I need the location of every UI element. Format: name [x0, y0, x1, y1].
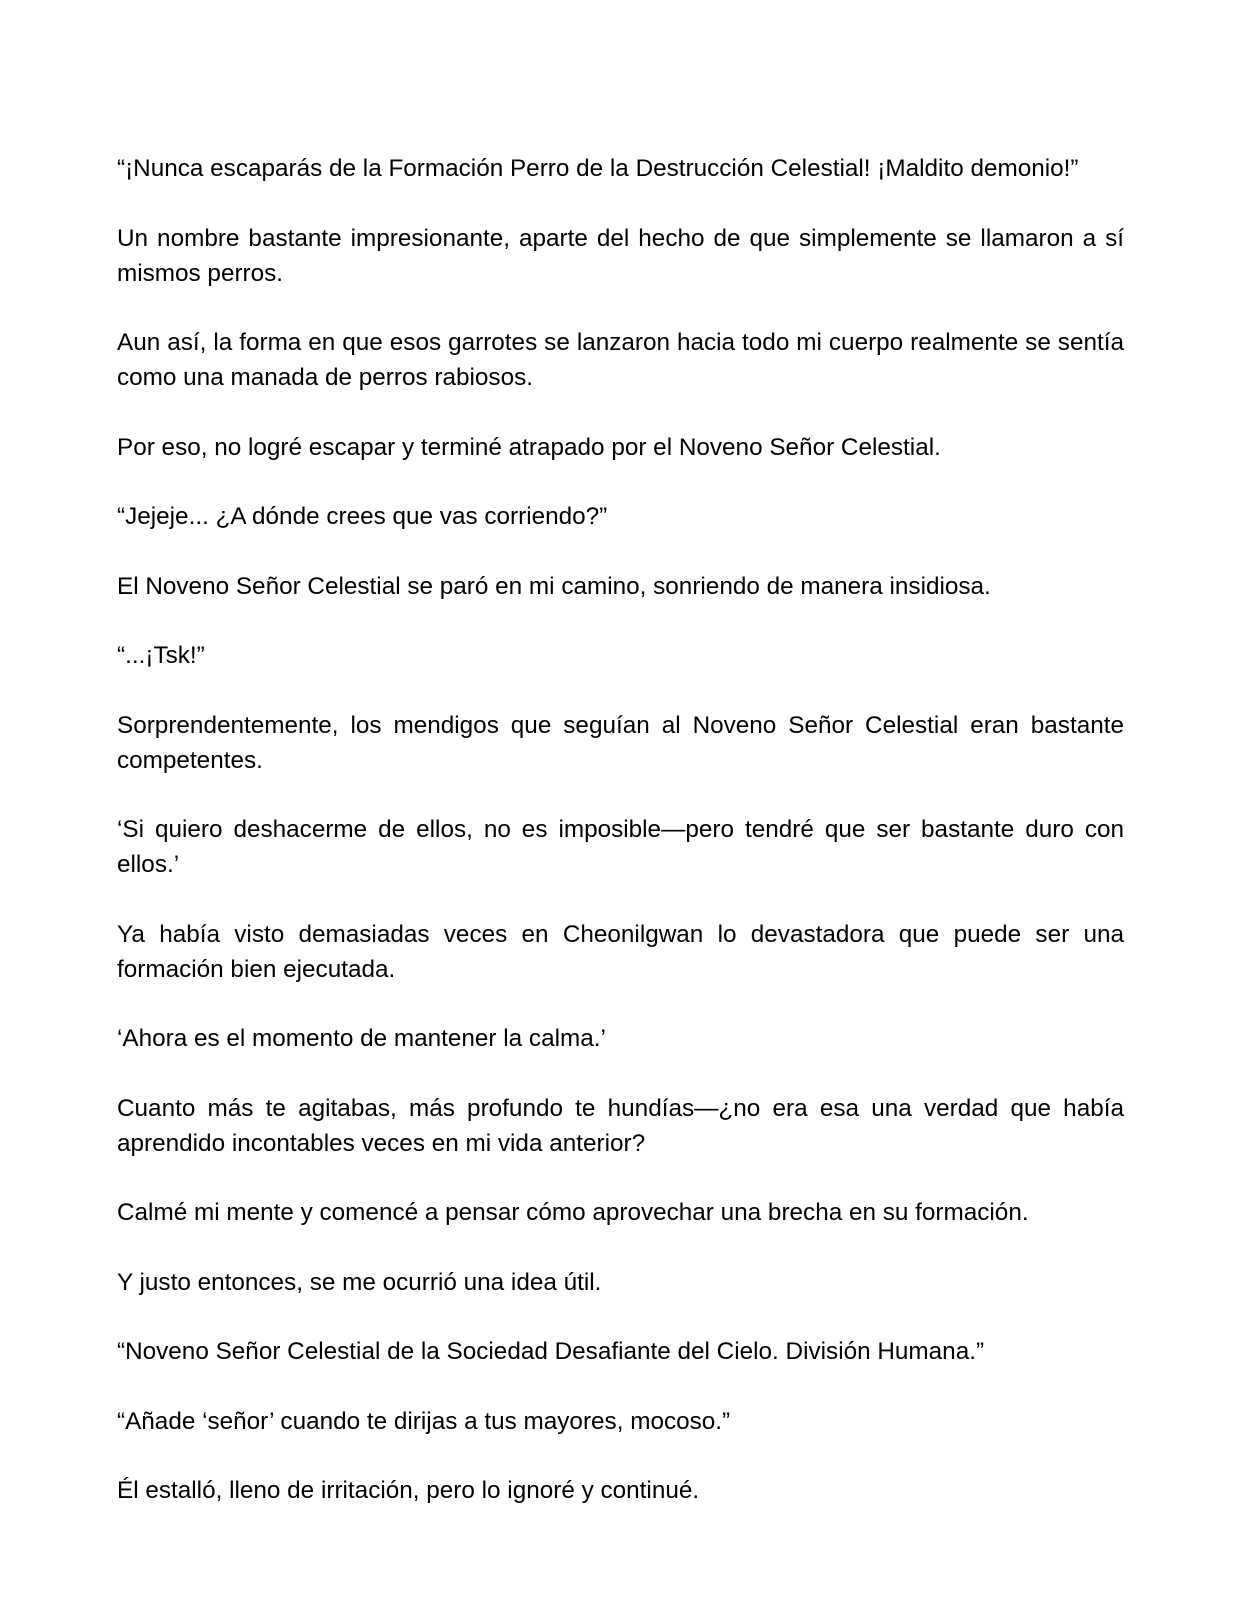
paragraph: “¡Nunca escaparás de la Formación Perro de la Destrucción Celestial! ¡Maldito demonio!” [117, 155, 1079, 182]
paragraph: El Noveno Señor Celestial se paró en mi camino, sonriendo de manera insidiosa. [117, 572, 991, 600]
paragraph: Un nombre bastante impresionante, aparte del hecho de que simplemente se llamaron a sí mismos perros. [117, 224, 1124, 287]
paragraph: “Noveno Señor Celestial de la Sociedad Desafiante del Cielo. División Humana.” [117, 1338, 985, 1365]
paragraph: Sorprendentemente, los mendigos que seguían al Noveno Señor Celestial eran bastante competentes. [117, 711, 1124, 774]
paragraph: Cuanto más te agitabas, más profundo te hundías—¿no era esa una verdad que había aprendido incontables veces en mi vida anterior? [117, 1094, 1124, 1157]
paragraph: “...¡Tsk!” [117, 642, 205, 669]
paragraph: Por eso, no logré escapar y terminé atrapado por el Noveno Señor Celestial. [117, 433, 941, 461]
paragraph: “Añade ‘señor’ cuando te dirijas a tus mayores, mocoso.” [117, 1407, 731, 1435]
paragraph: Y justo entonces, se me ocurrió una idea útil. [117, 1268, 602, 1296]
paragraph: Aun así, la forma en que esos garrotes se lanzaron hacia todo mi cuerpo realmente se sentía como una manada de perros rabiosos. [117, 329, 1124, 391]
paragraph: “Jejeje... ¿A dónde crees que vas corriendo?” [117, 503, 608, 530]
paragraph: ‘Si quiero deshacerme de ellos, no es imposible—pero tendré que ser bastante duro con ellos.’ [117, 816, 1124, 878]
paragraph: Él estalló, lleno de irritación, pero lo ignoré y continué. [117, 1477, 700, 1504]
paragraph: ‘Ahora es el momento de mantener la calma.’ [117, 1025, 606, 1052]
paragraph: Calmé mi mente y comencé a pensar cómo aprovechar una brecha en su formación. [117, 1199, 1029, 1226]
paragraph: Ya había visto demasiadas veces en Cheonilgwan lo devastadora que puede ser una formación bien ejecutada. [117, 920, 1124, 983]
